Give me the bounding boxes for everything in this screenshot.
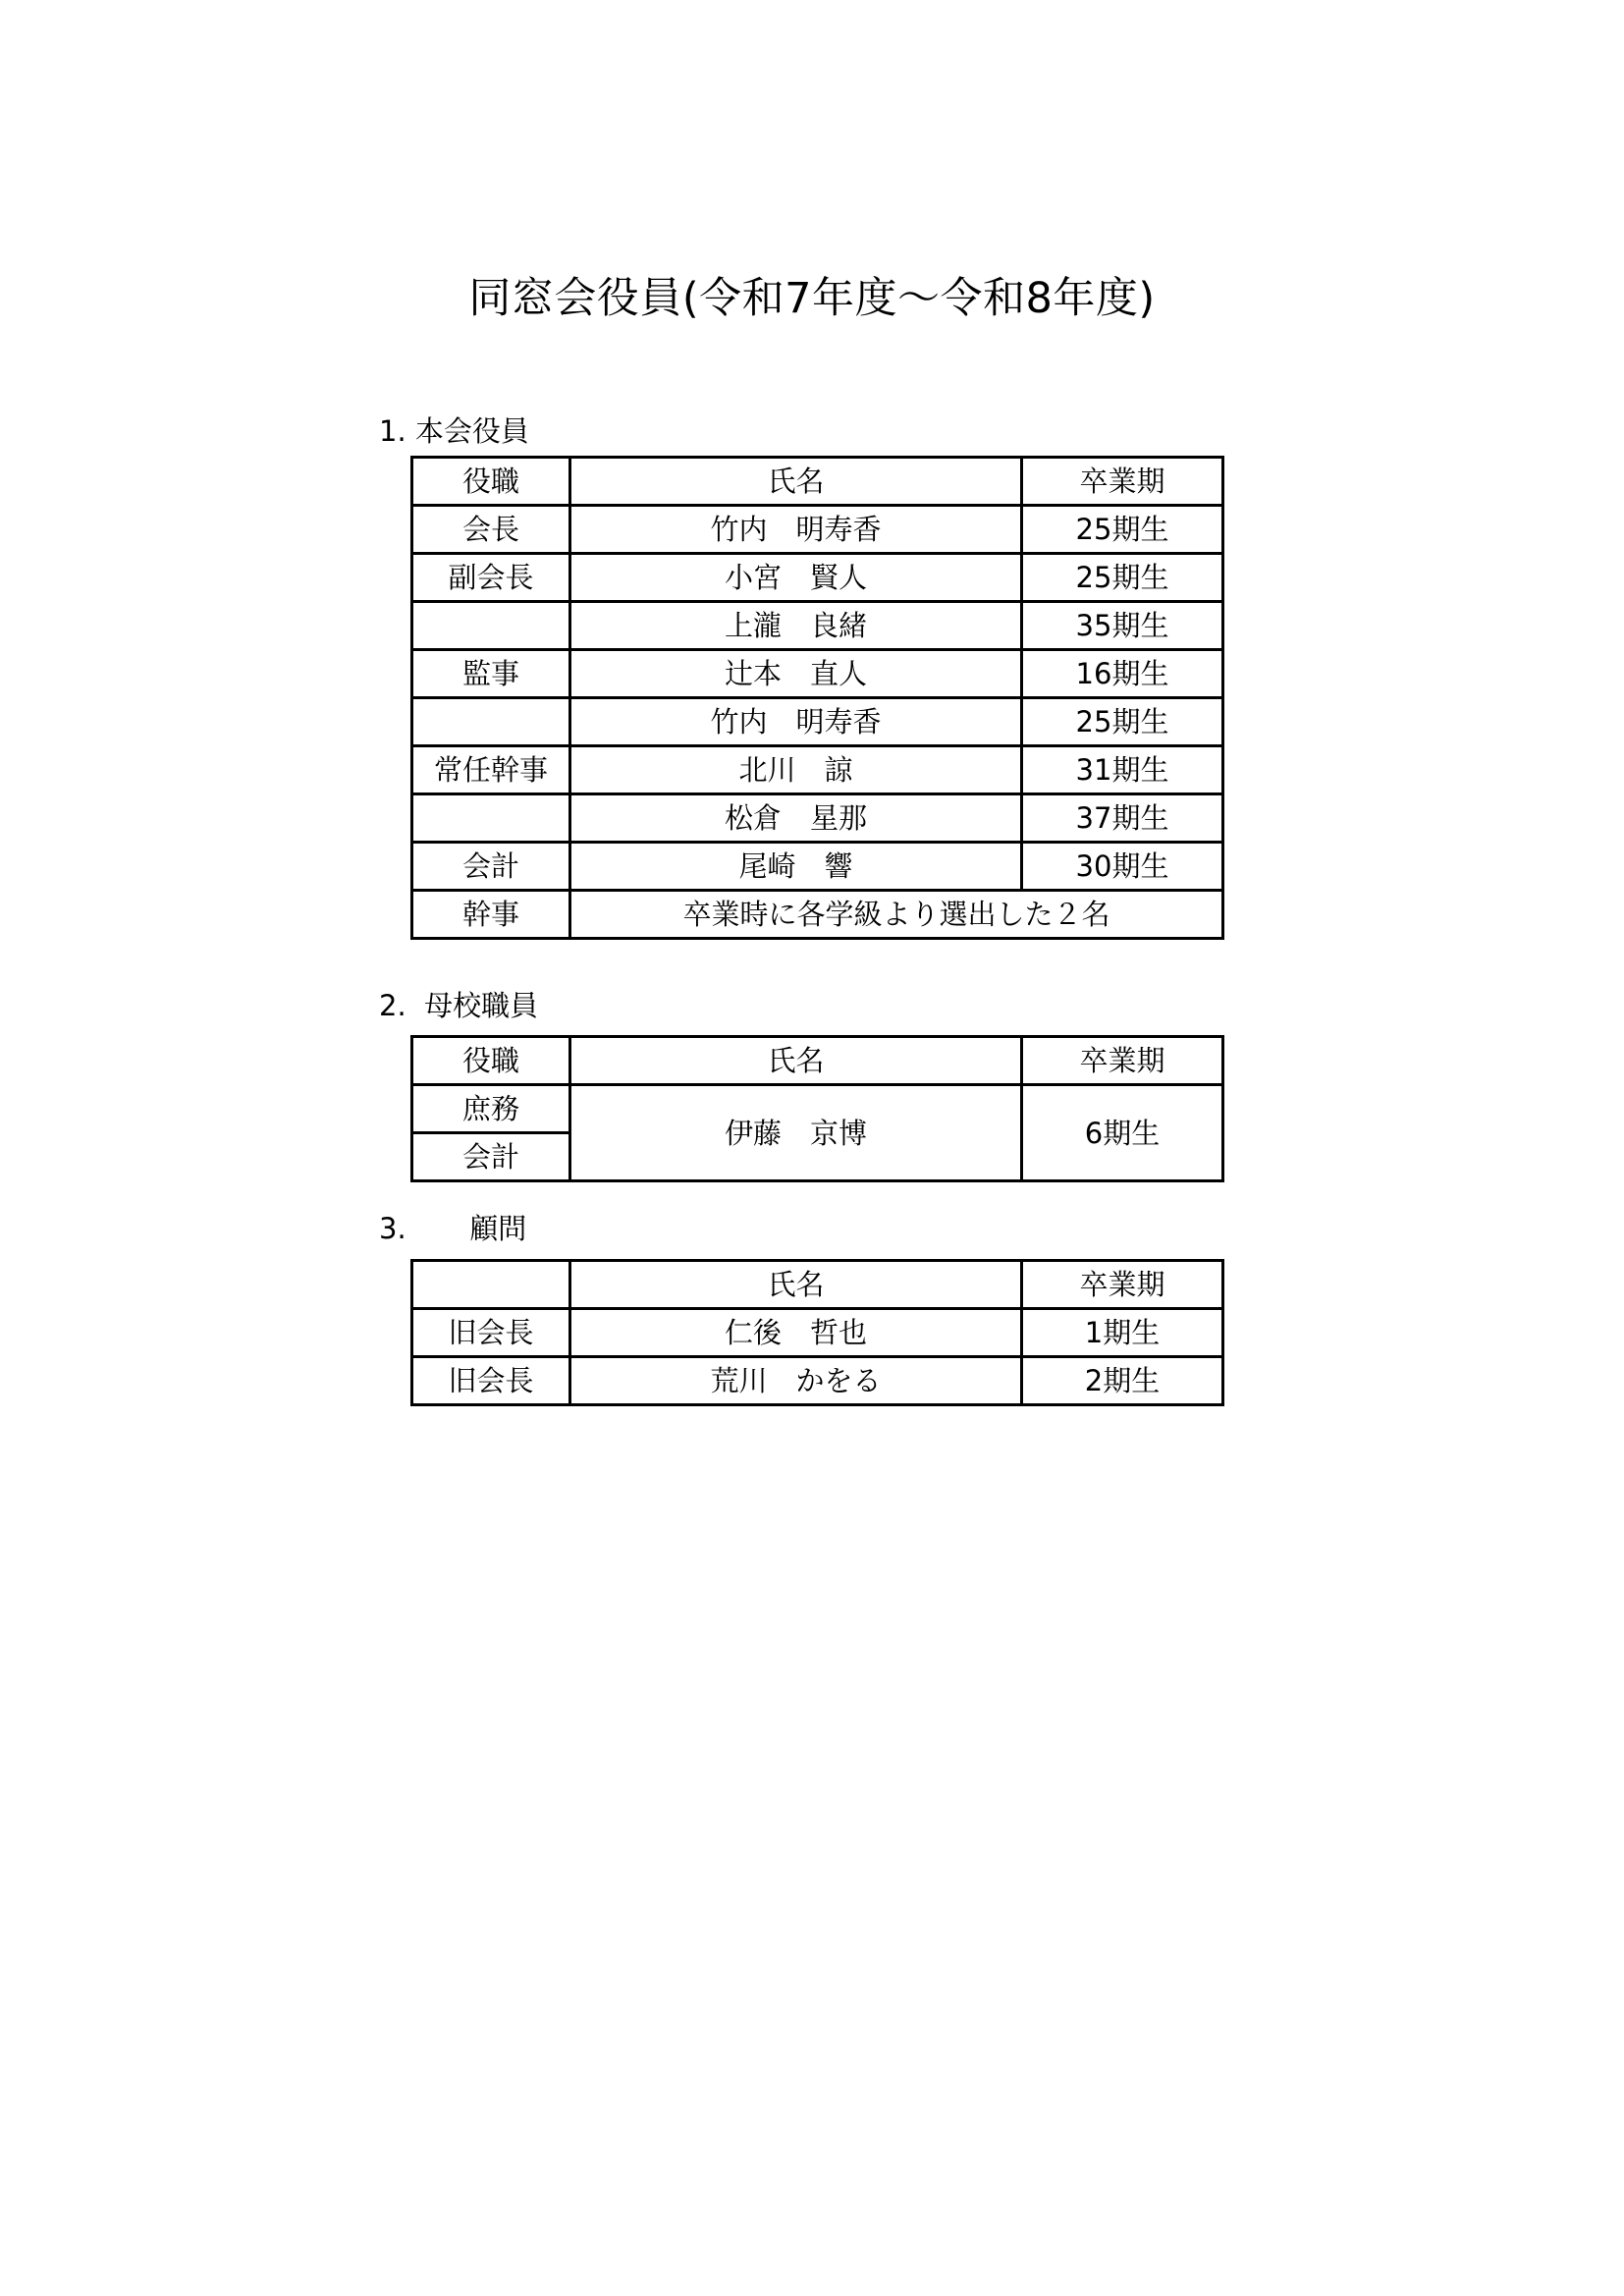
- name-cell: 辻本 直人: [570, 650, 1022, 698]
- name-cell: 松倉 星那: [570, 794, 1022, 843]
- class-cell: 25期生: [1022, 698, 1223, 746]
- table-row: [412, 506, 1223, 554]
- header-name: 氏名: [570, 1037, 1022, 1085]
- school-staff-table: [410, 1035, 1224, 1182]
- table-row: [412, 794, 1223, 843]
- class-cell: 16期生: [1022, 650, 1223, 698]
- class-cell: 6期生: [1022, 1085, 1223, 1181]
- role-cell: [412, 698, 570, 746]
- header-class: 卒業期: [1022, 458, 1223, 506]
- role-cell: 常任幹事: [412, 746, 570, 794]
- header-role: 役職: [412, 1037, 570, 1085]
- class-cell: 31期生: [1022, 746, 1223, 794]
- table-row: [412, 891, 1223, 939]
- header-name: 氏名: [570, 458, 1022, 506]
- role-cell: 副会長: [412, 554, 570, 602]
- role-cell: 庶務: [412, 1085, 570, 1133]
- class-cell: 30期生: [1022, 843, 1223, 891]
- table-row: [412, 746, 1223, 794]
- header-role: 役職: [412, 458, 570, 506]
- role-cell: 旧会長: [412, 1357, 570, 1405]
- role-cell: 幹事: [412, 891, 570, 939]
- name-cell: 小宮 賢人: [570, 554, 1022, 602]
- name-cell: 伊藤 京博: [570, 1085, 1022, 1181]
- role-cell: 会計: [412, 1133, 570, 1181]
- role-cell: 監事: [412, 650, 570, 698]
- class-cell: 35期生: [1022, 602, 1223, 650]
- header-name: 氏名: [570, 1261, 1022, 1309]
- advisors-table: [410, 1259, 1224, 1406]
- table-header-row: [412, 458, 1223, 506]
- class-cell: 25期生: [1022, 554, 1223, 602]
- section-heading-executives: 1. 本会役員: [379, 414, 529, 448]
- table-header-row: [412, 1261, 1223, 1309]
- role-cell: 旧会長: [412, 1309, 570, 1357]
- name-cell: 仁後 哲也: [570, 1309, 1022, 1357]
- name-cell: 尾崎 響: [570, 843, 1022, 891]
- table-row: [412, 1357, 1223, 1405]
- table-row: [412, 1309, 1223, 1357]
- header-class: 卒業期: [1022, 1037, 1223, 1085]
- name-cell: 竹内 明寿香: [570, 506, 1022, 554]
- class-cell: 2期生: [1022, 1357, 1223, 1405]
- section-heading-advisors: 3. 顧問: [379, 1212, 527, 1245]
- role-cell: 会長: [412, 506, 570, 554]
- name-cell: 上瀧 良緒: [570, 602, 1022, 650]
- table-row: [412, 602, 1223, 650]
- name-cell: 竹内 明寿香: [570, 698, 1022, 746]
- class-cell: 25期生: [1022, 506, 1223, 554]
- executives-table: [410, 456, 1224, 940]
- name-cell: 荒川 かをる: [570, 1357, 1022, 1405]
- header-role: [412, 1261, 570, 1309]
- page-title: 同窓会役員(令和7年度～令和8年度): [468, 274, 1156, 323]
- table-row: [412, 698, 1223, 746]
- table-row: [412, 650, 1223, 698]
- role-cell: [412, 602, 570, 650]
- table-row: [412, 554, 1223, 602]
- header-class: 卒業期: [1022, 1261, 1223, 1309]
- table-row: [412, 843, 1223, 891]
- note-cell: 卒業時に各学級より選出した２名: [570, 891, 1223, 939]
- role-cell: [412, 794, 570, 843]
- section-heading-school-staff: 2. 母校職員: [379, 989, 539, 1022]
- class-cell: 37期生: [1022, 794, 1223, 843]
- table-header-row: [412, 1037, 1223, 1085]
- name-cell: 北川 諒: [570, 746, 1022, 794]
- class-cell: 1期生: [1022, 1309, 1223, 1357]
- role-cell: 会計: [412, 843, 570, 891]
- table-row: [412, 1085, 1223, 1133]
